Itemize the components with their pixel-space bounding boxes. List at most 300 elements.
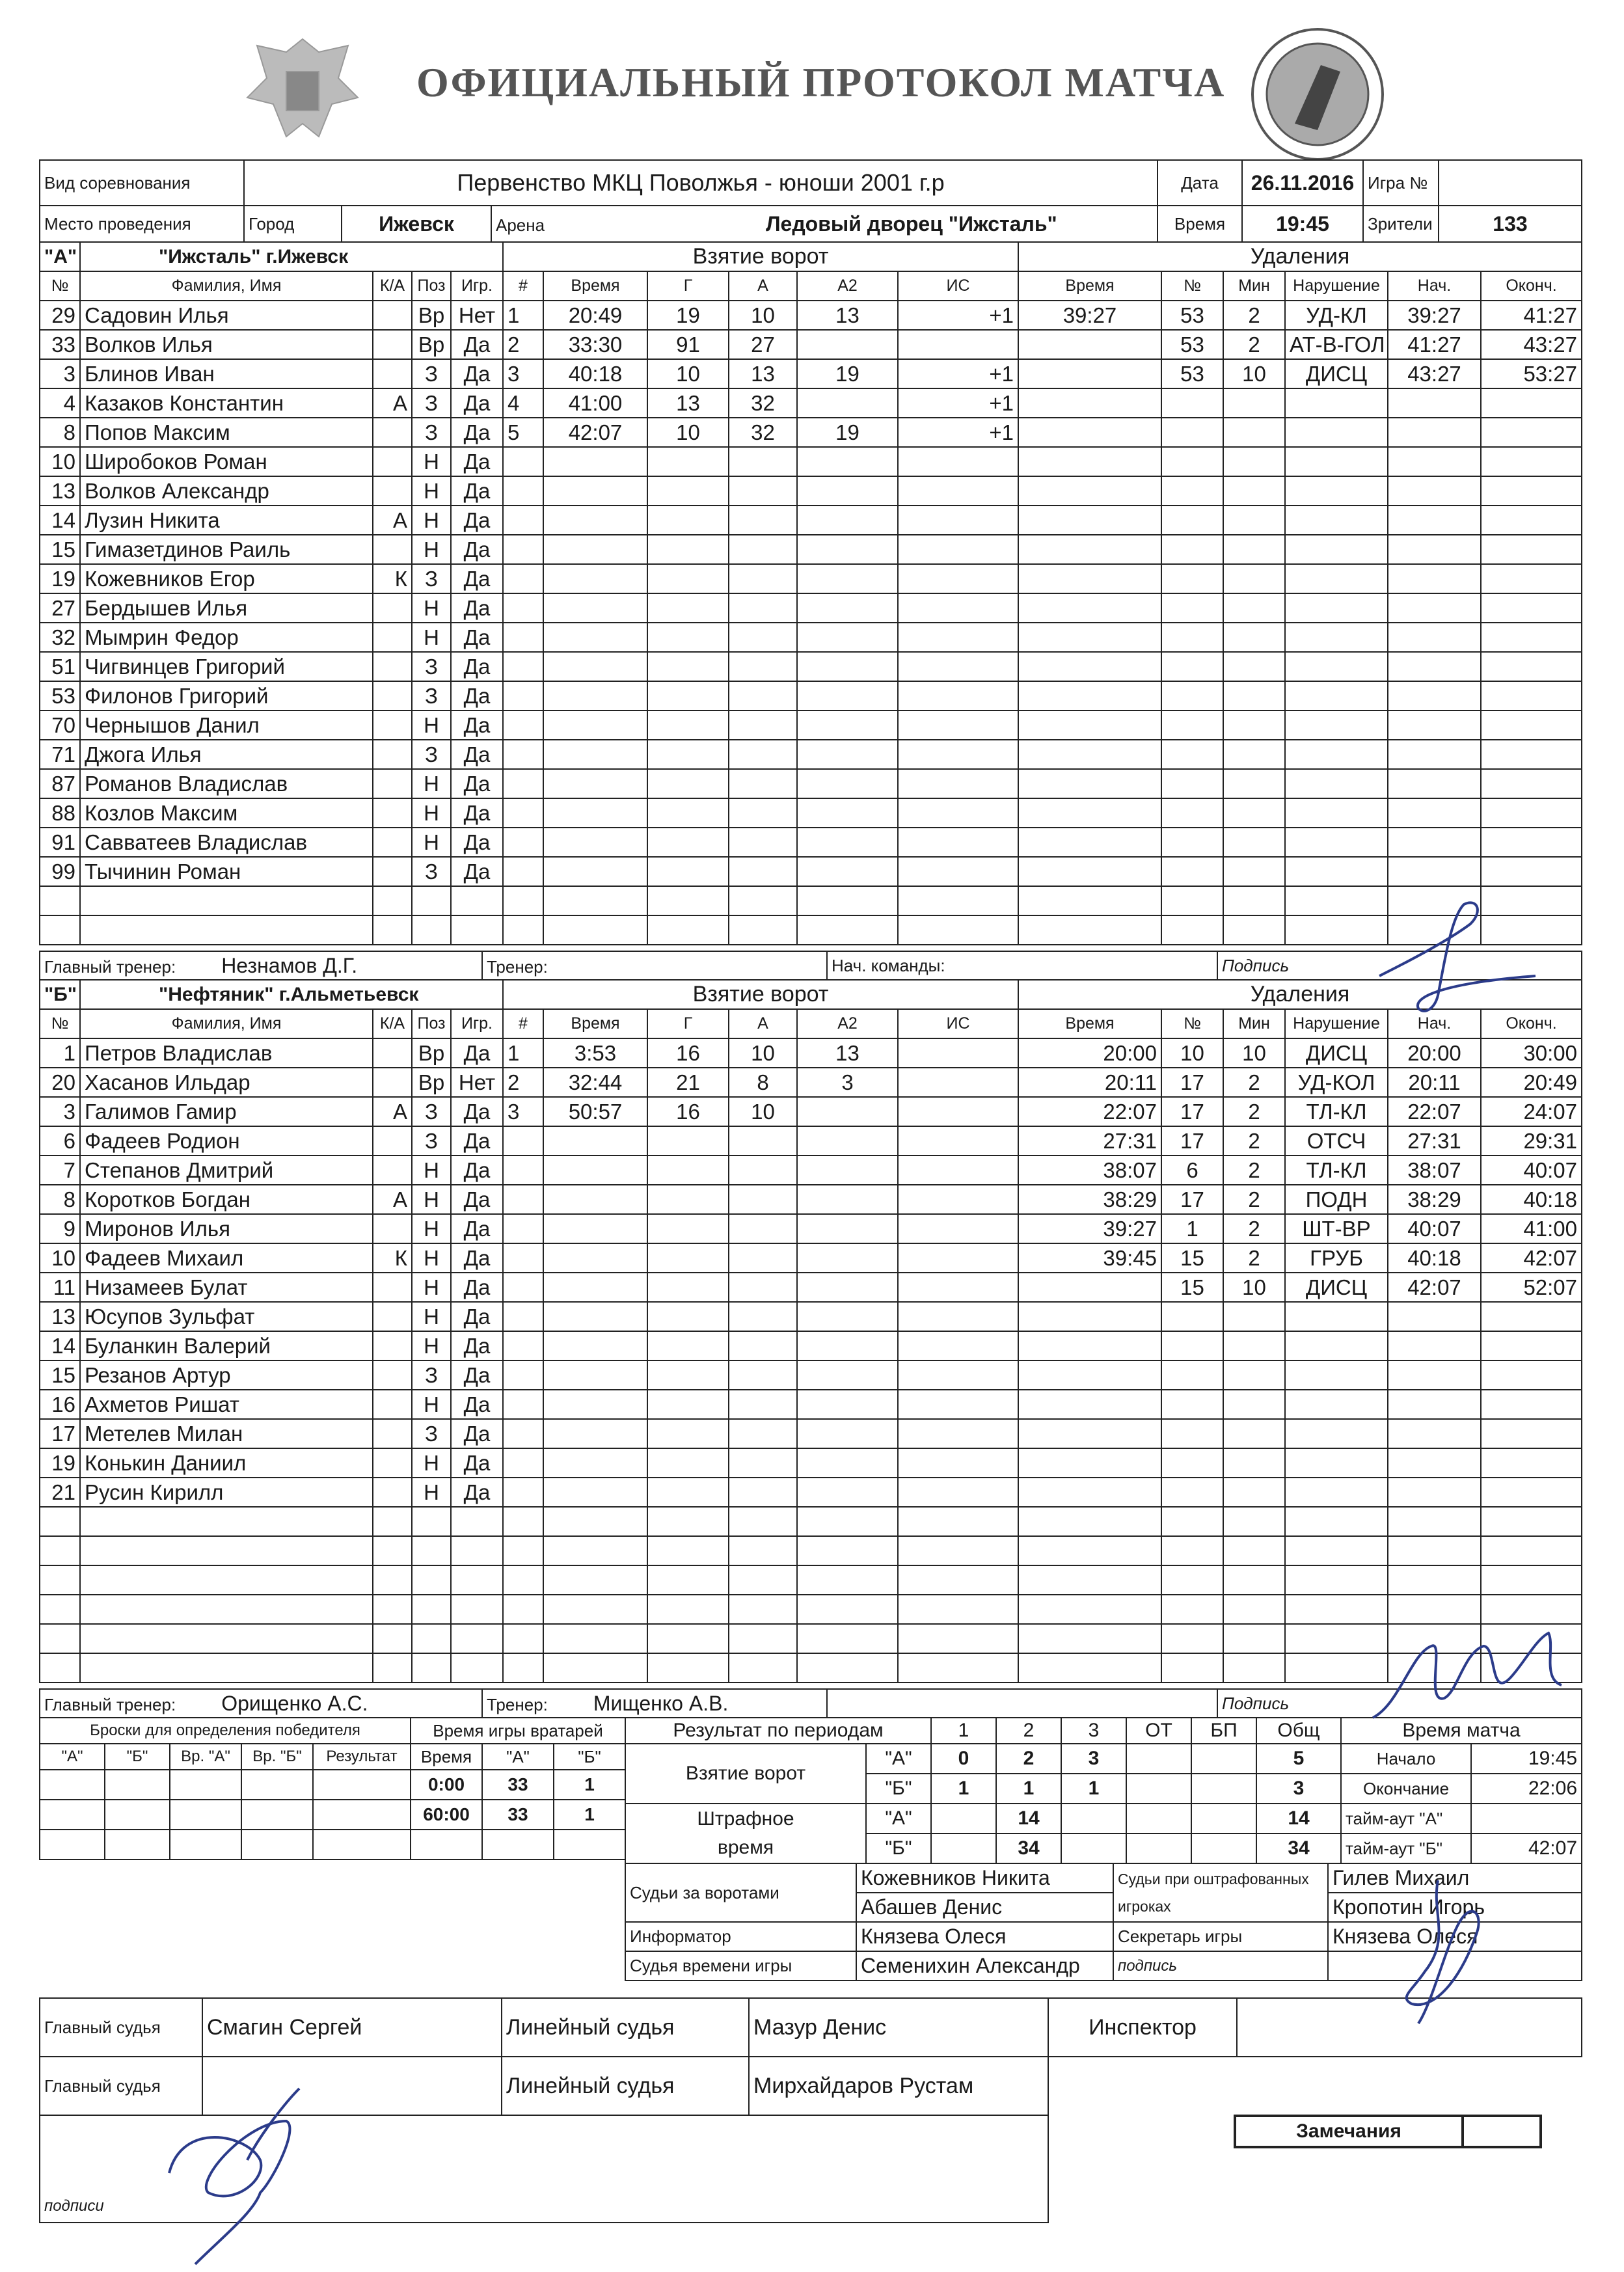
cell-a2	[797, 476, 898, 506]
spectators-label: Зрители	[1363, 206, 1439, 242]
cell-is	[898, 740, 1018, 769]
cell-pos: Н	[412, 1478, 451, 1507]
cell-ka	[373, 1331, 412, 1360]
cell-n: 6	[1161, 1156, 1223, 1185]
pen-cell	[1191, 1833, 1256, 1863]
cell-start	[1388, 740, 1481, 769]
cell-time	[543, 1302, 647, 1331]
cell-end	[1481, 506, 1582, 535]
cell-min	[1223, 1565, 1285, 1595]
cell-n	[1161, 915, 1223, 945]
cell-pos: Н	[412, 1214, 451, 1243]
cell-name	[80, 1595, 373, 1624]
sign-label: Подпись	[1217, 1689, 1582, 1718]
cell-a	[729, 1243, 797, 1273]
cell-n: 17	[40, 1419, 80, 1448]
cell-a2: 19	[797, 418, 898, 447]
cell-start	[1388, 1595, 1481, 1624]
col-ptime: Время	[1018, 271, 1161, 301]
empty-row	[1018, 1478, 1582, 1507]
empty-row	[503, 681, 1018, 710]
cell-end	[1481, 740, 1582, 769]
cell-name: Хасанов Ильдар	[80, 1068, 373, 1097]
cell-n	[503, 1624, 543, 1653]
cell-n	[1161, 1624, 1223, 1653]
cell-ka	[373, 915, 412, 945]
cell-is	[898, 857, 1018, 886]
cell-g: 19	[647, 301, 729, 330]
cell-viol: АТ-В-ГОЛ	[1285, 330, 1388, 359]
cell-pos	[412, 915, 451, 945]
cell-a2	[797, 1360, 898, 1390]
cell-viol	[1285, 1536, 1388, 1565]
pen-cell: 14	[996, 1804, 1061, 1833]
cell-play: Да	[451, 652, 503, 681]
main-referee-label: Главный судья	[40, 1998, 202, 2057]
cell-a2	[797, 1419, 898, 1448]
cell-viol	[1285, 1419, 1388, 1448]
cell-n	[503, 652, 543, 681]
cell-n	[503, 1243, 543, 1273]
empty-row	[503, 564, 1018, 593]
col-min: Мин	[1223, 1009, 1285, 1038]
cell-start: 40:07	[1388, 1214, 1481, 1243]
cell-name: Романов Владислав	[80, 769, 373, 798]
cell-g	[647, 1185, 729, 1214]
periods-title: Результат по периодам	[625, 1718, 931, 1744]
cell-play: Да	[451, 506, 503, 535]
main-referee-label: Главный судья	[40, 2057, 202, 2115]
empty-row	[503, 1243, 1018, 1273]
cell-name: Филонов Григорий	[80, 681, 373, 710]
shootout-vra: Вр. "А"	[170, 1744, 241, 1770]
cell-a	[729, 1478, 797, 1507]
cell-pos	[412, 1653, 451, 1683]
table-row	[1018, 1097, 1582, 1126]
col-pos: Поз	[412, 271, 451, 301]
cell-is	[898, 593, 1018, 623]
cell-n	[1161, 506, 1223, 535]
team-a-coach: Незнамов Д.Г.	[221, 953, 358, 977]
cell-play: Да	[451, 1302, 503, 1331]
cell-is	[898, 915, 1018, 945]
cell-n	[503, 1360, 543, 1390]
table-row	[40, 681, 503, 710]
cell-a	[729, 1448, 797, 1478]
cell-min	[1223, 681, 1285, 710]
cell-a	[729, 1624, 797, 1653]
cell-n	[1161, 1448, 1223, 1478]
empty-row	[40, 1565, 503, 1595]
goalie-time-table	[410, 1717, 626, 1860]
cell-is	[898, 1390, 1018, 1419]
cell-end	[1481, 1390, 1582, 1419]
col-time: Время	[543, 1009, 647, 1038]
cell-g	[647, 886, 729, 915]
empty-row	[1018, 1360, 1582, 1390]
cell-name	[80, 1507, 373, 1536]
cell-n: 3	[40, 1097, 80, 1126]
table-row	[40, 1068, 503, 1097]
empty-row	[503, 1126, 1018, 1156]
cell-time	[1018, 535, 1161, 564]
cell-play: Да	[451, 564, 503, 593]
cell-min	[1223, 710, 1285, 740]
cell-time: 38:29	[1018, 1185, 1161, 1214]
goalie-a-col: "А"	[482, 1744, 554, 1770]
cell-pos: Н	[412, 476, 451, 506]
linesman-2: Мирхайдаров Рустам	[749, 2057, 1048, 2115]
cell-min	[1223, 1448, 1285, 1478]
empty-row	[1018, 623, 1582, 652]
cell-name: Чигвинцев Григорий	[80, 652, 373, 681]
coach-signature	[1353, 898, 1549, 1021]
cell-time	[1018, 447, 1161, 476]
cell-a2	[797, 1331, 898, 1360]
cell-n: 19	[40, 564, 80, 593]
cell-is	[898, 1126, 1018, 1156]
cell-start	[1388, 506, 1481, 535]
cell-n	[1161, 1653, 1223, 1683]
cell-play: Да	[451, 1156, 503, 1185]
table-row	[40, 1448, 503, 1478]
cell-n	[503, 886, 543, 915]
empty-row	[503, 1302, 1018, 1331]
cell-n: 21	[40, 1478, 80, 1507]
cell-g	[647, 1302, 729, 1331]
cell-time	[543, 652, 647, 681]
cell-n	[503, 1273, 543, 1302]
cell-a2: 3	[797, 1068, 898, 1097]
cell-name: Попов Максим	[80, 418, 373, 447]
cell-ka	[373, 1302, 412, 1331]
cell-end	[1481, 1536, 1582, 1565]
empty-row	[503, 1419, 1018, 1448]
cell-a	[729, 886, 797, 915]
cell-end: 42:07	[1481, 1243, 1582, 1273]
cell-pos: З	[412, 388, 451, 418]
empty-row	[1018, 593, 1582, 623]
cell-a	[729, 710, 797, 740]
pen-cell	[931, 1804, 996, 1833]
cell-viol	[1285, 1331, 1388, 1360]
col-ka: К/А	[373, 271, 412, 301]
cell-play: Да	[451, 593, 503, 623]
cell-n	[503, 740, 543, 769]
remarks-table	[1234, 2115, 1542, 2148]
cell-time: 32:44	[543, 1068, 647, 1097]
cell-end: 53:27	[1481, 359, 1582, 388]
empty-row	[503, 857, 1018, 886]
pen-cell	[931, 1833, 996, 1863]
cell-pos	[412, 1507, 451, 1536]
arena-label: Арена	[496, 215, 545, 235]
cell-name: Казаков Константин	[80, 388, 373, 418]
cell-ka	[373, 681, 412, 710]
cell-time	[1018, 828, 1161, 857]
match-end-label: Окончание	[1341, 1774, 1471, 1804]
linesman-1: Мазур Денис	[749, 1998, 1048, 2057]
goal-judge-2: Абашев Денис	[856, 1893, 1113, 1922]
cell-pos: З	[412, 418, 451, 447]
cell-g: 16	[647, 1038, 729, 1068]
empty-row	[503, 506, 1018, 535]
cell-a2	[797, 1097, 898, 1126]
empty-row	[503, 623, 1018, 652]
cell-a	[729, 1185, 797, 1214]
cell-play: Да	[451, 1390, 503, 1419]
cell-name: Волков Илья	[80, 330, 373, 359]
col-g: Г	[647, 271, 729, 301]
cell-min	[1223, 1595, 1285, 1624]
team-b-code: "Б"	[40, 980, 80, 1009]
cell-min	[1223, 447, 1285, 476]
cell-n: 13	[40, 476, 80, 506]
cell-g	[647, 798, 729, 828]
table-row	[1018, 1243, 1582, 1273]
cell-is: +1	[898, 301, 1018, 330]
cell-ka	[373, 623, 412, 652]
cell-play	[451, 1507, 503, 1536]
cell-a2: 13	[797, 1038, 898, 1068]
cell-play	[451, 886, 503, 915]
cell-pos: З	[412, 652, 451, 681]
cell-pos: Н	[412, 1273, 451, 1302]
cell-name: Савватеев Владислав	[80, 828, 373, 857]
cell-min: 2	[1223, 1068, 1285, 1097]
goalie-row-a: 33	[482, 1800, 554, 1830]
competition-label: Вид соревнования	[40, 160, 244, 206]
cell-viol: ШТ-ВР	[1285, 1214, 1388, 1243]
main-referee-1: Смагин Сергей	[202, 1998, 502, 2057]
cell-name: Джога Илья	[80, 740, 373, 769]
cell-n: 5	[503, 418, 543, 447]
cell-play: Да	[451, 710, 503, 740]
cell-time	[543, 915, 647, 945]
cell-end: 24:07	[1481, 1097, 1582, 1126]
cell-a2	[797, 1478, 898, 1507]
cell-time	[543, 1126, 647, 1156]
cell-play: Да	[451, 330, 503, 359]
cell-is	[898, 1478, 1018, 1507]
cell-ka: А	[373, 388, 412, 418]
cell-pos	[412, 886, 451, 915]
cell-start	[1388, 1478, 1481, 1507]
team-a-goals	[502, 241, 1019, 945]
cell-g	[647, 1156, 729, 1185]
cell-a2	[797, 710, 898, 740]
cell-name	[80, 886, 373, 915]
cell-end	[1481, 447, 1582, 476]
cell-time	[1018, 857, 1161, 886]
cell-n: 15	[1161, 1273, 1223, 1302]
period-bp: БП	[1191, 1718, 1256, 1744]
cell-ka	[373, 1038, 412, 1068]
cell-is	[898, 564, 1018, 593]
penalty-time-label: Штрафное время	[625, 1804, 866, 1863]
table-row	[40, 1097, 503, 1126]
pen-total: 34	[1256, 1833, 1341, 1863]
cell-time: 39:27	[1018, 1214, 1161, 1243]
cell-n	[1161, 1419, 1223, 1448]
pen-cell	[1126, 1833, 1191, 1863]
cell-a2	[797, 506, 898, 535]
team-b-coach: Орищенко А.С.	[221, 1691, 368, 1715]
cell-n	[503, 447, 543, 476]
cell-a2	[797, 1595, 898, 1624]
cell-is	[898, 652, 1018, 681]
penalty-judges-label: Судьи при оштрафованных игроках	[1113, 1863, 1328, 1922]
cell-a	[729, 564, 797, 593]
cell-n	[1161, 769, 1223, 798]
cell-n	[40, 1653, 80, 1683]
table-row	[1018, 1126, 1582, 1156]
cell-g: 21	[647, 1068, 729, 1097]
cell-a	[729, 740, 797, 769]
cell-a	[729, 1536, 797, 1565]
empty-row	[503, 828, 1018, 857]
captain-label: Нач. команды:	[827, 951, 1217, 980]
cell-g	[647, 1331, 729, 1360]
table-row	[40, 1273, 503, 1302]
cell-pos: Н	[412, 769, 451, 798]
cell-n	[1161, 828, 1223, 857]
cell-is	[898, 769, 1018, 798]
cell-end: 41:27	[1481, 301, 1582, 330]
cell-viol	[1285, 1507, 1388, 1536]
cell-n: 10	[40, 447, 80, 476]
cell-n	[1161, 652, 1223, 681]
cell-n: 6	[40, 1126, 80, 1156]
inspector-label: Инспектор	[1048, 1998, 1237, 2057]
cell-end	[1481, 623, 1582, 652]
cell-viol	[1285, 535, 1388, 564]
empty-row	[1018, 769, 1582, 798]
cell-is	[898, 506, 1018, 535]
cell-a	[729, 535, 797, 564]
cell-time	[543, 1565, 647, 1595]
score-total: 3	[1256, 1774, 1341, 1804]
cell-ka	[373, 1478, 412, 1507]
cell-g	[647, 1536, 729, 1565]
cell-min: 2	[1223, 1097, 1285, 1126]
table-row	[503, 330, 1018, 359]
cell-n: 17	[1161, 1126, 1223, 1156]
cell-a2	[797, 857, 898, 886]
cell-start: 42:07	[1388, 1273, 1481, 1302]
cell-min: 10	[1223, 1038, 1285, 1068]
empty-row	[1018, 1595, 1582, 1624]
cell-time	[1018, 769, 1161, 798]
cell-n: 33	[40, 330, 80, 359]
shootout-title: Броски для определения победителя	[40, 1718, 411, 1744]
score-cell	[1126, 1744, 1191, 1774]
cell-end	[1481, 798, 1582, 828]
empty-row	[503, 1653, 1018, 1683]
shootout-vrb: Вр. "Б"	[241, 1744, 313, 1770]
empty-row	[503, 886, 1018, 915]
cell-n	[503, 915, 543, 945]
goalie-time-col: Время	[411, 1744, 482, 1770]
col-gnum: #	[503, 1009, 543, 1038]
cell-name: Волков Александр	[80, 476, 373, 506]
cell-min	[1223, 564, 1285, 593]
cell-time	[1018, 1595, 1161, 1624]
cell-pos: З	[412, 359, 451, 388]
col-ka: К/А	[373, 1009, 412, 1038]
cell-end	[1481, 1478, 1582, 1507]
cell-a2	[797, 1185, 898, 1214]
table-row	[40, 564, 503, 593]
cell-a	[729, 798, 797, 828]
cell-n	[1161, 1360, 1223, 1390]
empty-row	[1018, 740, 1582, 769]
empty-row	[503, 1565, 1018, 1595]
cell-g	[647, 535, 729, 564]
cell-play: Да	[451, 1419, 503, 1448]
cell-a	[729, 447, 797, 476]
cell-name: Мымрин Федор	[80, 623, 373, 652]
cell-end	[1481, 535, 1582, 564]
cell-a	[729, 681, 797, 710]
cell-min	[1223, 1390, 1285, 1419]
cell-n	[1161, 1478, 1223, 1507]
table-row	[1018, 359, 1582, 388]
table-row	[40, 1419, 503, 1448]
cell-ka	[373, 1214, 412, 1243]
col-start: Нач.	[1388, 271, 1481, 301]
cell-viol	[1285, 857, 1388, 886]
cell-n: 3	[503, 359, 543, 388]
cell-play: Да	[451, 535, 503, 564]
cell-is	[898, 623, 1018, 652]
period-3: 3	[1061, 1718, 1126, 1744]
table-row	[40, 388, 503, 418]
cell-time	[543, 1214, 647, 1243]
empty-row	[1018, 447, 1582, 476]
cell-name: Кожевников Егор	[80, 564, 373, 593]
cell-name: Козлов Максим	[80, 798, 373, 828]
cell-n: 87	[40, 769, 80, 798]
penalty-judge-1: Гилев Михаил	[1328, 1863, 1582, 1893]
cell-start	[1388, 1419, 1481, 1448]
cell-a2	[797, 915, 898, 945]
cell-g: 10	[647, 359, 729, 388]
empty-row	[503, 1273, 1018, 1302]
cell-play: Да	[451, 1478, 503, 1507]
cell-start	[1388, 857, 1481, 886]
cell-start: 39:27	[1388, 301, 1481, 330]
coach-label: Главный тренер:	[44, 1694, 176, 1714]
empty-row	[503, 535, 1018, 564]
cell-ka: А	[373, 1185, 412, 1214]
cell-a: 10	[729, 301, 797, 330]
cell-g: 10	[647, 418, 729, 447]
table-row	[40, 1214, 503, 1243]
period-total: Общ	[1256, 1718, 1341, 1744]
cell-end	[1481, 857, 1582, 886]
team-b-trainer: Мищенко А.В.	[593, 1691, 729, 1715]
cell-n	[503, 857, 543, 886]
cell-time	[1018, 1273, 1161, 1302]
cell-end: 20:49	[1481, 1068, 1582, 1097]
cell-a2	[797, 1507, 898, 1536]
cell-n: 8	[40, 1185, 80, 1214]
period-2: 2	[996, 1718, 1061, 1744]
city: Ижевск	[342, 206, 491, 242]
cell-end: 40:07	[1481, 1156, 1582, 1185]
cell-g	[647, 1126, 729, 1156]
